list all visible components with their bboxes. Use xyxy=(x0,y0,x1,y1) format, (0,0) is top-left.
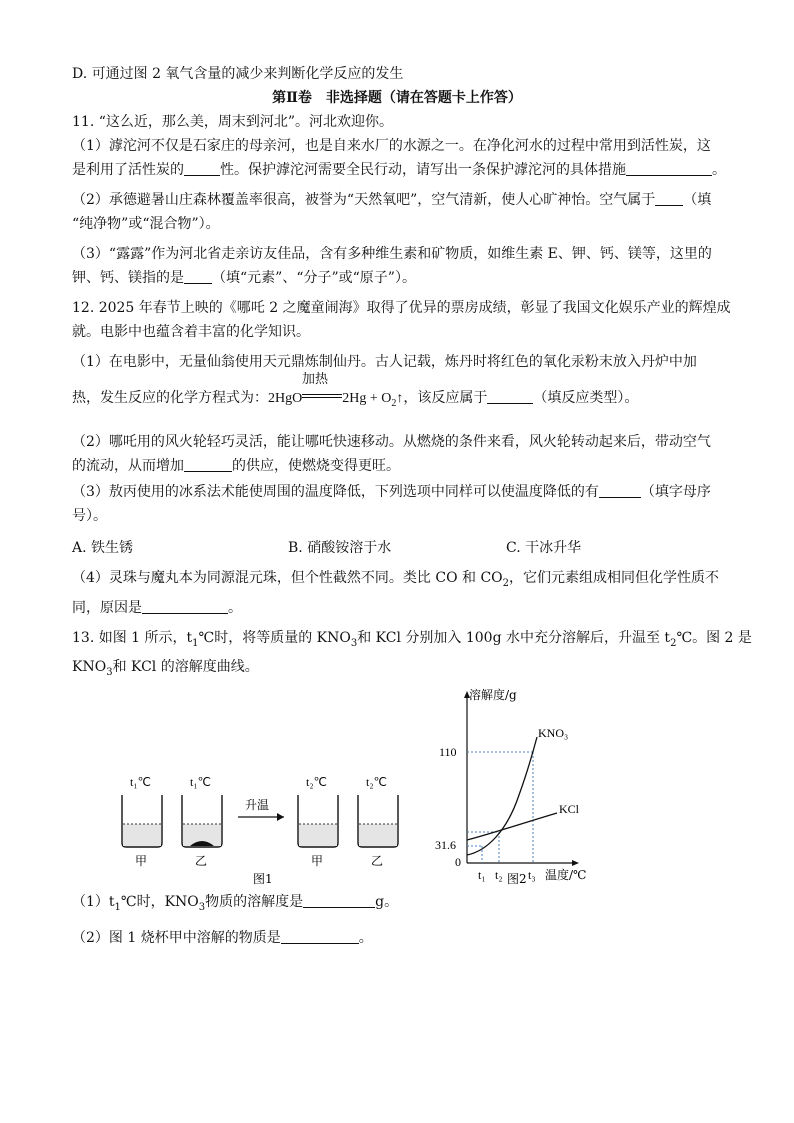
solution-fill xyxy=(123,824,161,846)
tick-31-6: 31.6 xyxy=(435,838,456,853)
option-a[interactable]: A. 铁生锈 xyxy=(72,539,134,556)
q10-option-d: D. 可通过图 2 氧气含量的减少来判断化学反应的发生 xyxy=(72,66,404,82)
q12-p2-line2: 的流动，从而增加 的供应，使燃烧变得更旺。 xyxy=(72,457,400,474)
q11-p2-line1: （2）承德避暑山庄森林覆盖率很高，被誉为“天然氧吧”，空气清新，使人心旷神怡。空气属于 （填 xyxy=(72,192,712,208)
figure-1-beakers xyxy=(110,685,470,890)
beaker-yi-t1 xyxy=(182,775,222,868)
figure-2-solubility-chart xyxy=(427,685,607,890)
kno3-label: KNO₃ xyxy=(538,726,569,741)
q11-p1-line2: 是利用了活性炭的 性。保护滹沱河需要全民行动，请写出一条保护滹沱河的具体措施 。 xyxy=(72,162,726,178)
beaker-yi-t2 xyxy=(358,775,398,868)
tick-t2: t₂ xyxy=(495,868,503,883)
q12-p2-line1: （2）哪吒用的风火轮轻巧灵活，能让哪吒快速移动。从燃烧的条件来看，风火轮转动起来后，带动空气 xyxy=(72,433,711,450)
q12-p4-line1: （4）灵珠与魔丸本为同源混元珠，但个性截然不同。类比 CO 和 $CO_2$，它们元素组成相同但化学性质不 xyxy=(72,569,720,589)
q11-p3-line1: （3）“露露”作为河北省走亲访友佳品，含有多种维生素和矿物质，如维生素 E、钾、钙、镁等，这里的 xyxy=(72,246,712,262)
heating-arrow xyxy=(238,797,284,821)
q12-p1-line2: 热，发生反应的化学方程式为：2HgO 加热 $2Hg + O_2↑$，该反应属于 （填反应类型）。 xyxy=(72,386,722,416)
answer-blank[interactable] xyxy=(655,191,683,206)
section-title: 第Ⅱ卷 非选择题（请在答题卡上作答） xyxy=(272,90,522,106)
q12-p4-line2: 同，原因是 。 xyxy=(72,599,242,616)
answer-blank[interactable] xyxy=(184,269,212,284)
q12-p3-options xyxy=(72,536,722,560)
answer-blank[interactable] xyxy=(487,389,533,404)
q11-p1-line1: （1）滹沱河不仅是石家庄的母亲河，也是自来水厂的水源之一。在净化河水的过程中常用到活性炭，这 xyxy=(72,138,711,154)
q11-stem: 11. “这么近，那么美，周末到河北”。河北欢迎你。 xyxy=(72,114,394,130)
answer-blank[interactable] xyxy=(184,457,232,472)
answer-blank[interactable] xyxy=(599,483,641,498)
tick-t3: t₃ xyxy=(528,868,536,883)
tick-t1: t₁ xyxy=(478,868,486,883)
y-axis-label: 溶解度/g xyxy=(469,688,517,703)
tick-110: 110 xyxy=(439,745,457,760)
q13-q2: （2）图 1 烧杯甲中溶解的物质是 。 xyxy=(72,929,373,946)
beaker-name: 甲 xyxy=(135,854,148,869)
equals-sign xyxy=(302,394,342,398)
arrow-label: 升温 xyxy=(245,798,270,813)
beaker-name: 乙 xyxy=(371,854,384,869)
answer-blank[interactable] xyxy=(281,929,359,944)
answer-blank[interactable] xyxy=(142,599,228,614)
answer-blank[interactable] xyxy=(184,161,220,176)
q11-p3-line2: 钾、钙、镁指的是 （填“元素”、“分子”或“原子”）。 xyxy=(72,270,416,286)
q11-p2-line2: “纯净物”或“混合物”）。 xyxy=(72,216,220,232)
figures-area xyxy=(72,685,722,890)
kcl-label: KCl xyxy=(559,802,580,817)
beaker-jia-t2 xyxy=(298,775,338,868)
beaker-temp-label: t₁℃ xyxy=(190,775,211,790)
figure-1-caption: 图1 xyxy=(253,872,273,887)
figure-2-caption: 图2 xyxy=(507,872,527,887)
kcl-curve xyxy=(467,813,557,840)
option-b[interactable]: B. 硝酸铵溶于水 xyxy=(288,539,392,556)
q12-p3-line1: （3）敖丙使用的冰系法术能使周围的温度降低，下列选项中同样可以使温度降低的有 （填字母序 xyxy=(72,483,711,500)
document-page xyxy=(72,62,752,950)
q12-stem-line1: 12. 2025 年春节上映的《哪吒 2 之魔童闹海》取得了优异的票房成绩，彰显了我国文化娱乐产业的辉煌成 xyxy=(72,300,731,316)
beaker-jia-t1 xyxy=(122,775,162,868)
answer-blank[interactable] xyxy=(626,161,712,176)
q12-stem-line2: 就。电影中也蕴含着丰富的化学知识。 xyxy=(72,324,310,340)
q13-stem-line1: 13. 如图 1 所示，$t_1℃$时，将等质量的 $KNO_3$和 KCl 分别加入 100g 水中充分溶解后，升温至 $t_2℃$。图 2 是 xyxy=(72,629,752,649)
option-c[interactable]: C. 干冰升华 xyxy=(506,539,582,556)
solution-fill xyxy=(299,824,337,846)
q12-p1-line1: （1）在电影中，无量仙翁使用天元鼎炼制仙丹。古人记载，炼丹时将红色的氧化汞粉末放入丹炉中加 xyxy=(72,354,697,370)
q12-p3-line2: 号）。 xyxy=(72,507,107,524)
beaker-name: 乙 xyxy=(195,854,208,869)
q13-stem-line2: $KNO_3$和 KCl 的溶解度曲线。 xyxy=(72,659,259,679)
x-axis-label: 温度/℃ xyxy=(545,868,587,883)
beaker-temp-label: t₂℃ xyxy=(366,775,387,790)
chemical-equation: 2HgO 加热 $2Hg + O_2↑$ xyxy=(268,371,404,409)
answer-blank[interactable] xyxy=(303,893,375,908)
tick-0: 0 xyxy=(455,855,461,870)
beaker-temp-label: t₁℃ xyxy=(130,775,151,790)
q13-q1: $(1)t_1℃$时，$KNO_3$物质的溶解度是 g。 xyxy=(72,894,399,913)
solution-fill xyxy=(359,824,397,846)
beaker-temp-label: t₂℃ xyxy=(306,775,327,790)
beaker-name: 甲 xyxy=(311,854,324,869)
